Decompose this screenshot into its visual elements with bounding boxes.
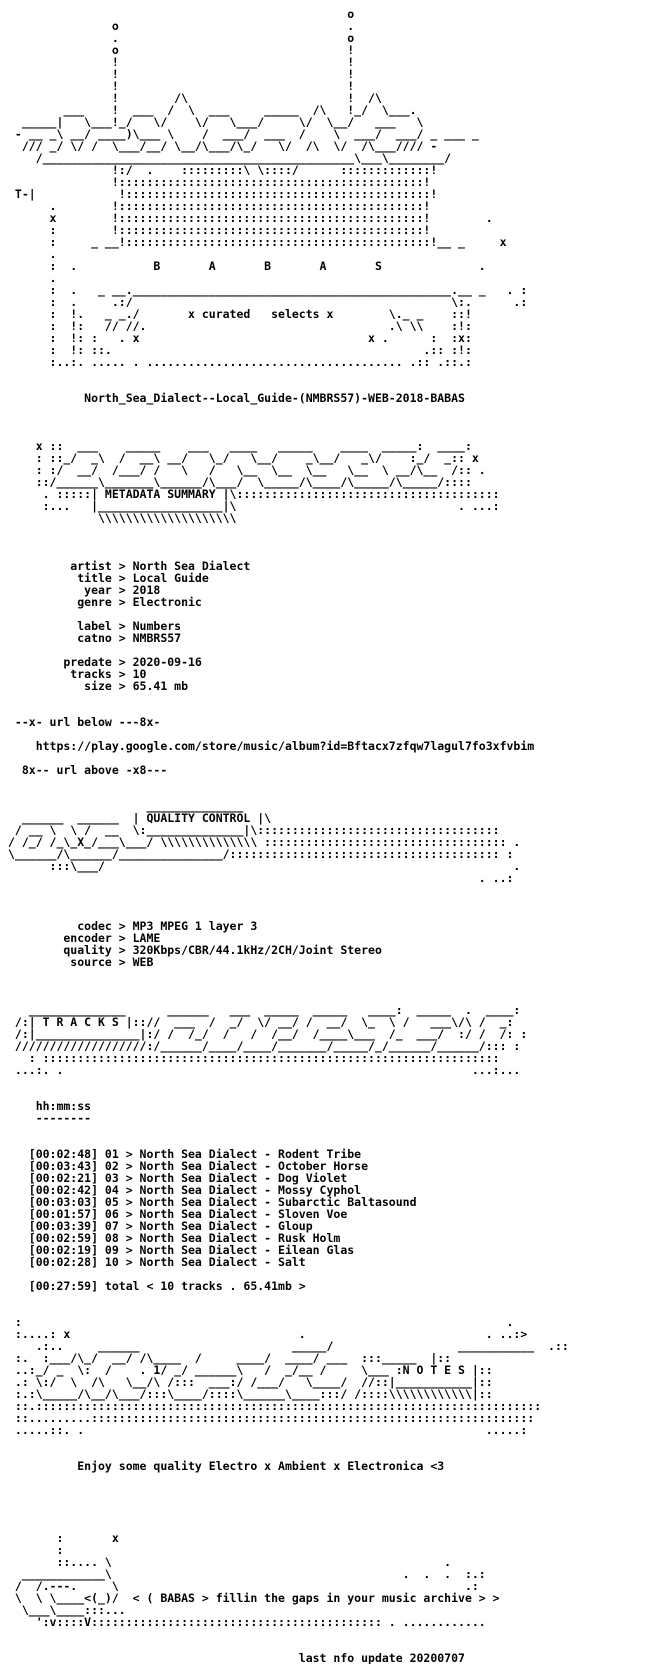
nfo-line: [00:02:19] 09 > North Sea Dialect - Eilean Glas [8,1243,355,1257]
nfo-line: [00:02:42] 04 > North Sea Dialect - Mossy Cyphol [8,1183,362,1197]
nfo-line: ! ! [8,67,355,81]
nfo-line [8,1472,644,1484]
nfo-line: :... |__________________|\ . ...: [8,499,500,513]
nfo-line: [00:02:21] 03 > North Sea Dialect - Dog Violet [8,1171,348,1185]
nfo-line: ______ ______ | QUALITY CONTROL |\ [8,811,272,825]
nfo-line: : [8,1543,64,1557]
nfo-line: [00:02:59] 08 > North Sea Dialect - Rusk Holm [8,1231,341,1245]
nfo-line: ::.... \ . [8,1555,452,1569]
nfo-line: [00:02:48] 01 > North Sea Dialect - Rodent Tribe [8,1147,362,1161]
nfo-line: last nfo update 20200707 [8,1651,465,1664]
nfo-line [8,980,644,992]
nfo-line [8,1484,644,1496]
nfo-line: !:/ . :::::::::\ \::::/ :::::::::::::! [8,163,438,177]
nfo-line: source > WEB [8,955,154,969]
nfo-line: ...:. . ...:... [8,1063,521,1077]
nfo-line: artist > North Sea Dialect [8,559,251,573]
nfo-line: \______/\______/_______________/::::::::::::::::::::::::::::::::::::::: : [8,847,514,861]
nfo-line: . o [8,31,355,45]
nfo-line: ':v::::V:::::::::::::::::::::::::::::::::::::::::: . ............ [8,1615,486,1629]
nfo-line: ______________ ______ ___ _____ _____ ____: _____ . ____: [8,1003,521,1017]
nfo-line: : ::_/ _\ / __\ __/ \_/ \__/ _\__/ _\/ :_/ _:: x [8,451,479,465]
nfo-line [8,1436,644,1448]
nfo-line: .:.. ______ _____/ ___________ .:: [8,1339,569,1353]
nfo-line: . :::::| METADATA SUMMARY |\:::::::::::::::::::::::::::::::::::::: [8,487,500,501]
nfo-line: :. :___/\_/ __/ /\____ / ____/ ____/ ___ :::_____ |:: [8,1351,452,1365]
nfo-line: : . B A B A S . [8,259,486,273]
nfo-line: : . _ __.______________________________________________.__ _ . : [8,283,528,297]
nfo-line: / /.---. \ .: [8,1579,479,1593]
nfo-line: ____________\ . . . :.: [8,1567,486,1581]
nfo-line: /// _/ \/ / \___/__/ \__/\___/\_/ \/ /\ \/ /\___//// - [8,139,438,153]
nfo-line: : x [8,1531,119,1545]
nfo-line [8,1124,644,1136]
nfo-line: :.:\_____/\__/\___/:::\____/::::\______\____:::/ /::::\\\\\\\\\\\\|:: [8,1387,493,1401]
nfo-line: [00:27:59] total < 10 tracks . 65.41mb > [8,1279,306,1293]
nfo-line: / /_/ /_\_X_/___\___/ \\\\\\\\\\\\\\ ::::::::::::::::::::::::::::::::::: . [8,835,521,849]
nfo-line: [00:03:39] 07 > North Sea Dialect - Gloup [8,1219,313,1233]
nfo-line [8,1640,644,1652]
nfo-line: North_Sea_Dialect--Local_Guide-(NMBRS57)-WEB-2018-BABAS [8,391,465,405]
nfo-line: _____| \___!_/ \/ \/ \___/ \/ \__/ ___ \ [8,115,424,129]
nfo-document [8,8,644,1664]
nfo-line: . [8,271,57,285]
nfo-line: [00:03:43] 02 > North Sea Dialect - October Horse [8,1159,369,1173]
nfo-line: [00:03:03] 05 > North Sea Dialect - Subarctic Baltasound [8,1195,417,1209]
nfo-line [8,416,644,428]
nfo-line: [00:01:57] 06 > North Sea Dialect - Sloven Voe [8,1207,348,1221]
nfo-line: codec > MP3 MPEG 1 layer 3 [8,919,258,933]
nfo-line: : :/ __/ /___/ / \ / \__ \__ \__ \__ \ __/\__ /:: . [8,463,486,477]
nfo-line: : :::::::::::::::::::::::::::::::::::::::::::::::::::::::::::::::::: [8,1051,500,1065]
nfo-line: :..:. ..... . ..................................... .:: .::.: [8,355,472,369]
nfo-line: ::.::::::::::::::::::::::::::::::::::::::::::::::::::::::::::::::::::::::::: [8,1399,542,1413]
nfo-line: ///////////////////:/______/____/____/_______/_____/_/______/______/::: : [8,1039,521,1053]
nfo-line: ______________ [8,799,244,813]
nfo-line: o [8,8,355,21]
nfo-line [8,1496,644,1508]
nfo-line: predate > 2020-09-16 [8,655,202,669]
nfo-line: ! ! [8,55,355,69]
nfo-line: : _ __!::::::::::::::::::::::::::::::::::::::::::::!__ _ x [8,235,507,249]
nfo-line: : !::::::::::::::::::::::::::::::::::::::::::::! [8,223,431,237]
nfo-line: ! ! [8,79,355,93]
nfo-line: /_____________________________________________\___\________/ [8,151,452,165]
nfo-line: [00:02:28] 10 > North Sea Dialect - Salt [8,1255,306,1269]
nfo-line: ___ ! ___ / \ ___ _____ /\ !_/ \___. [8,103,417,117]
nfo-line: -------- [8,1111,92,1125]
nfo-line: T-| !::::::::::::::::::::::::::::::::::::::::::::! [8,187,438,201]
nfo-line: genre > Electronic [8,595,202,609]
nfo-line [8,524,644,536]
nfo-line: catno > NMBRS57 [8,631,182,645]
nfo-line [8,368,644,380]
nfo-line: 8x-- url above -x8--- [8,763,168,777]
nfo-line: quality > 320Kbps/CBR/44.1kHz/2CH/Joint Stereo [8,943,382,957]
nfo-line: title > Local Guide [8,571,209,585]
nfo-line: /:|_______________|:/ / /_/ / / /__/ /____\___ /_ ___/ :/ / /: : [8,1027,528,1041]
nfo-line: .: \:/ \ /\ \__/\ /::: ___:/ /___/ \____/ //::|___________|:: [8,1375,493,1389]
nfo-line: / __ \ \ / __ \:______________|\::::::::::::::::::::::::::::::::::: [8,823,500,837]
nfo-line: size > 65.41 mb [8,679,189,693]
nfo-line [8,1292,644,1304]
nfo-line [8,536,644,548]
nfo-line [8,1088,644,1100]
nfo-line: Enjoy some quality Electro x Ambient x Electronica <3 [8,1459,445,1473]
nfo-line: year > 2018 [8,583,161,597]
nfo-line [8,1628,644,1640]
nfo-line: . !::::::::::::::::::::::::::::::::::::::::::::! [8,199,431,213]
nfo-line: \___\____:::... [8,1603,126,1617]
nfo-line: https://play.google.com/store/music/album?id=Bftacx7zfqw7lagul7fo3xfvbim [8,739,535,753]
nfo-line: :....: x . . ..:> [8,1327,528,1341]
nfo-line [8,1508,644,1520]
nfo-line: encoder > LAME [8,931,161,945]
nfo-line: \\\\\\\\\\\\\\\\\\\\ [8,511,237,525]
nfo-line [8,884,644,896]
nfo-line: o ! [8,43,355,57]
nfo-line: /:| T R A C K S |::// ___ / _/ \/ __/ / __/ \_ \ / ___\/\ / _: [8,1015,514,1029]
nfo-line [8,404,644,416]
nfo-line [8,692,644,704]
nfo-line: : !. _ _./ x curated selects x \._ _ ::! [8,307,472,321]
nfo-line: !::::::::::::::::::::::::::::::::::::::::::::! [8,175,431,189]
nfo-line: label > Numbers [8,619,182,633]
nfo-line: - __ _\ __/ ____)\___ \ / ___/ ___ / \ ___/ ___/ _ ___ _ [8,127,479,141]
nfo-line: ..:_/ _ \: / . 1/ _/ ______\ / _/__ / \___ :N O T E S |:: [8,1363,493,1377]
nfo-line: : . .:/ \:. .: [8,295,528,309]
nfo-line: x !::::::::::::::::::::::::::::::::::::::::::::! . [8,211,493,225]
nfo-line: --x- url below ---8x- [8,715,161,729]
nfo-line: x :: ___ _____ ___ ____ _____ ____ _____: ____: [8,439,472,453]
nfo-line: ! /\ ! /\ [8,91,382,105]
nfo-line: :::\___/ . [8,859,521,873]
nfo-line: o . [8,19,355,33]
nfo-line: . ..: [8,871,514,885]
nfo-line: : !: : . x x . : :x: [8,331,472,345]
nfo-line: : !: ::. .:: :!: [8,343,472,357]
nfo-line [8,1076,644,1088]
nfo-line: ::.........:::::::::::::::::::::::::::::::::::::::::::::::::::::::::::::::: [8,1411,535,1425]
nfo-line: \ \ \____<(_)/ < ( BABAS > fillin the gaps in your music archive > > [8,1591,500,1605]
nfo-line [8,776,644,788]
nfo-line: : !: // //. .\ \\ :!: [8,319,472,333]
nfo-line [8,896,644,908]
nfo-line: : . [8,1315,514,1329]
nfo-line: . [8,247,57,261]
nfo-line [8,968,644,980]
nfo-line: .....::. . .....: [8,1423,528,1437]
nfo-line: hh:mm:ss [8,1099,92,1113]
nfo-line: ::/______\_______\______/\___/ \_____/\____/\_____/\_____/:::: [8,475,472,489]
nfo-line: tracks > 10 [8,667,147,681]
